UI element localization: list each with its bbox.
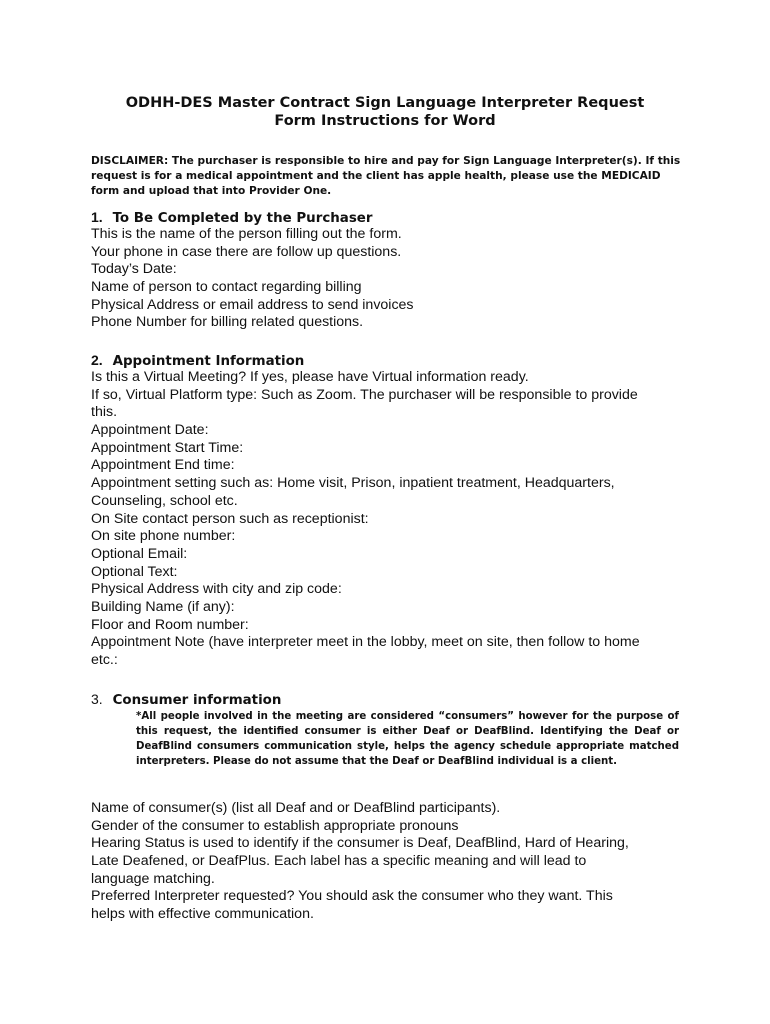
disclaimer: DISCLAIMER: The purchaser is responsible to hire and pay for Sign Language Interpreter(s). If this request is for a medical appointment and the client has apple health, please use the MEDICAID form and upload that into Provider One. [91, 155, 681, 197]
instruction-line: Your phone in case there are follow up questions. [91, 243, 402, 260]
section-number: 3. [91, 691, 103, 707]
title-line-1: ODHH-DES Master Contract Sign Language Interpreter Request [125, 95, 645, 111]
instruction-line: Hearing Status is used to identify if the consumer is Deaf, DeafBlind, Hard of Hearing, [91, 835, 629, 852]
section-heading [91, 351, 691, 369]
section-appointment [91, 351, 691, 670]
section-purchaser [91, 208, 691, 332]
instruction-line: Building Name (if any): [91, 598, 235, 615]
instruction-line: helps with effective communication. [91, 906, 314, 923]
section-number: 1. [91, 209, 103, 225]
consumer-note: *All people involved in the meeting are considered “consumers” however for the purpose of this request, the identified consumer is either Deaf or DeafBlind. Identifying the Deaf or DeafBlind consumers communication style, helps the agency schedule appropriate matched interpreters. Please do not assume that the Deaf or DeafBlind individual is a client. [136, 711, 679, 767]
instruction-line: On site phone number: [91, 528, 236, 545]
section-title: Consumer information [112, 693, 282, 708]
section-heading [91, 690, 691, 708]
instruction-line: Appointment Note (have interpreter meet in the lobby, meet on site, then follow to home [91, 634, 640, 651]
instruction-line: etc.: [91, 652, 118, 668]
instruction-line: Is this a Virtual Meeting? If yes, please have Virtual information ready. [91, 369, 529, 385]
instruction-line: Gender of the consumer to establish appropriate pronouns [91, 817, 459, 834]
instruction-line: If so, Virtual Platform type: Such as Zoom. The purchaser will be responsible to provide [91, 386, 638, 403]
title-line-2: Form Instructions for Word [274, 113, 496, 129]
instruction-line: Appointment Start Time: [91, 439, 244, 456]
instruction-line: Phone Number for billing related questions. [91, 314, 364, 331]
instruction-line: Today’s Date: [91, 261, 177, 278]
instruction-line: Appointment Date: [91, 422, 209, 439]
document-title [90, 94, 680, 130]
instruction-line: Floor and Room number: [91, 616, 249, 633]
section-number: 2. [91, 352, 103, 368]
instruction-line: Name of consumer(s) (list all Deaf and or DeafBlind participants). [91, 800, 501, 816]
instruction-line: Late Deafened, or DeafPlus. Each label has a specific meaning and will lead to [91, 853, 587, 870]
instruction-line: Name of person to contact regarding billing [91, 279, 362, 296]
section-heading [91, 208, 691, 226]
instruction-line: Preferred Interpreter requested? You should ask the consumer who they want. This [91, 888, 613, 905]
instruction-line: this. [91, 404, 118, 421]
instruction-line: On Site contact person such as receptionist: [91, 510, 369, 527]
instruction-line: Optional Text: [91, 563, 178, 580]
instruction-line: Appointment End time: [91, 457, 235, 474]
instruction-line: Physical Address with city and zip code: [91, 581, 342, 598]
instruction-line: language matching. [91, 870, 215, 887]
instruction-line: Optional Email: [91, 545, 188, 562]
instruction-line: Counseling, school etc. [91, 492, 238, 509]
instruction-line: Appointment setting such as: Home visit, Prison, inpatient treatment, Headquarters, [91, 475, 615, 492]
instruction-line: This is the name of the person filling out the form. [91, 226, 402, 242]
section-title: Appointment Information [112, 354, 305, 369]
section-consumer-heading [91, 690, 691, 708]
section-title: To Be Completed by the Purchaser [112, 211, 373, 226]
instruction-line: Physical Address or email address to send invoices [91, 296, 414, 313]
section-consumer [91, 800, 691, 924]
